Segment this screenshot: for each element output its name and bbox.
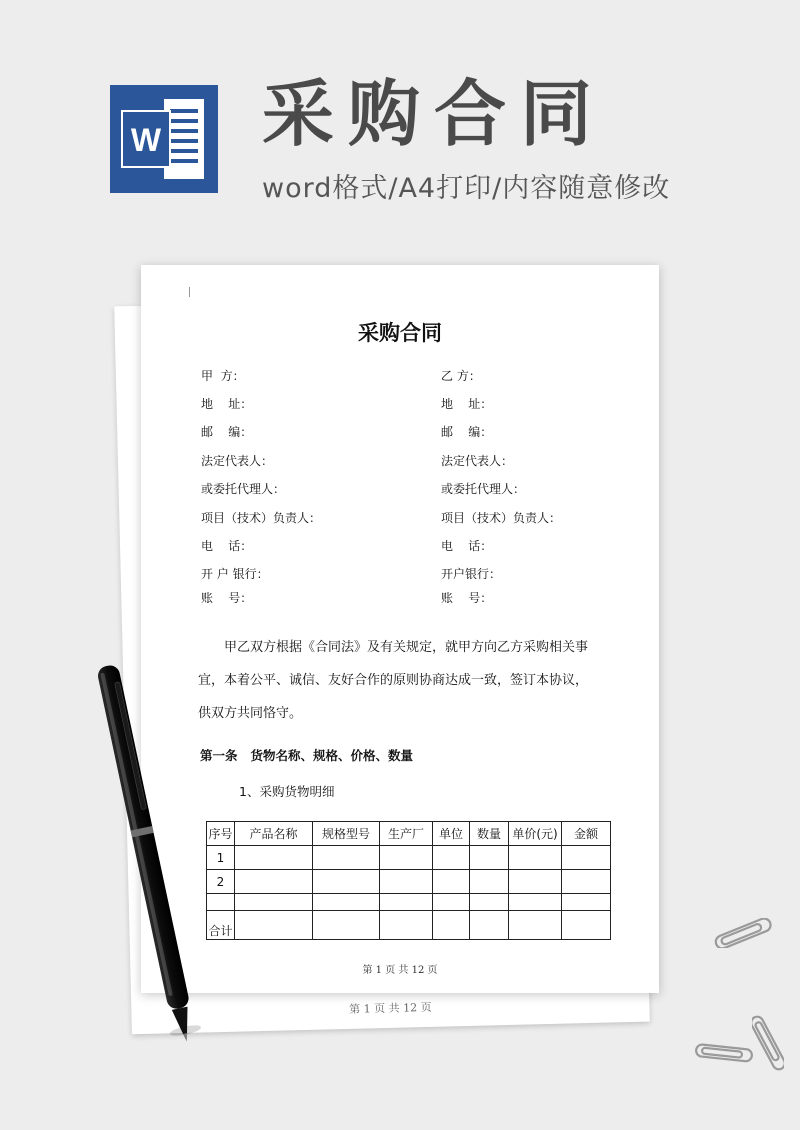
table-cell <box>313 911 380 940</box>
table-cell <box>433 911 470 940</box>
table-cell <box>470 870 509 894</box>
banner-title: 采购合同 <box>262 72 607 156</box>
table-cell <box>235 870 313 894</box>
table-cell <box>509 846 562 870</box>
party-a-label: 电 话： <box>201 539 253 553</box>
table-cell <box>313 846 380 870</box>
party-a-label: 项目（技术）负责人： <box>201 511 322 525</box>
table-header-cell: 规格型号 <box>313 822 380 846</box>
party-b-label: 法定代表人： <box>441 454 514 468</box>
party-b-label: 乙 方： <box>441 369 481 383</box>
table-header-cell: 数量 <box>470 822 509 846</box>
party-b-label: 开户银行： <box>441 567 502 581</box>
svg-text:W: W <box>130 122 162 158</box>
table-cell <box>433 870 470 894</box>
table-cell <box>470 911 509 940</box>
table-cell <box>380 911 433 940</box>
table-cell <box>207 894 235 911</box>
party-b-label: 账 号： <box>441 591 493 605</box>
table-cell <box>433 894 470 911</box>
table-header-cell: 产品名称 <box>235 822 313 846</box>
document-title: 采购合同 <box>358 321 442 345</box>
party-row <box>141 423 659 443</box>
table-row <box>207 911 611 940</box>
table-cell <box>509 911 562 940</box>
paperclip-icon <box>752 1008 784 1078</box>
table-cell <box>313 870 380 894</box>
table-cell <box>509 870 562 894</box>
pen-icon <box>80 650 210 1050</box>
table-header-cell: 单价(元) <box>509 822 562 846</box>
table-cell <box>470 894 509 911</box>
table-cell <box>235 846 313 870</box>
table-cell: 2 <box>207 870 235 894</box>
party-a-label: 或委托代理人： <box>201 482 286 496</box>
goods-table <box>206 821 611 940</box>
table-cell <box>562 911 611 940</box>
paperclip-icon <box>692 1040 758 1066</box>
table-header-cell: 序号 <box>207 822 235 846</box>
party-a-label: 邮 编： <box>201 425 253 439</box>
table-cell <box>509 894 562 911</box>
table-header-cell: 金额 <box>562 822 611 846</box>
party-b-label: 电 话： <box>441 539 493 553</box>
party-a-label: 开 户 银行： <box>201 567 269 581</box>
party-row <box>141 537 659 557</box>
table-cell <box>235 911 313 940</box>
party-a-label: 地 址： <box>201 397 253 411</box>
table-cell: 1 <box>207 846 235 870</box>
party-row <box>141 509 659 529</box>
word-logo-icon <box>110 85 218 193</box>
table-row <box>207 894 611 911</box>
table-header-cell: 单位 <box>433 822 470 846</box>
table-cell <box>380 870 433 894</box>
table-header-row <box>207 822 611 846</box>
table-cell <box>562 894 611 911</box>
party-b-label: 或委托代理人： <box>441 482 526 496</box>
party-a-label: 法定代表人： <box>201 454 274 468</box>
table-cell <box>562 870 611 894</box>
party-row <box>141 565 659 585</box>
table-cell: 合计 <box>207 911 235 940</box>
banner-subtitle: word格式/A4打印/内容随意修改 <box>262 173 671 204</box>
table-cell <box>313 894 380 911</box>
paperclip-icon <box>708 918 778 948</box>
article-heading: 第一条 货物名称、规格、价格、数量 <box>200 748 414 763</box>
paragraph-text: 甲乙双方根据《合同法》及有关规定，就甲方向乙方采购相关事宜，本着公平、诚信、友好合作的原则协商达成一致，签订本协议，供双方共同恪守。 <box>198 640 589 721</box>
back-page-number: 第 1 页 共 12 页 <box>349 1000 432 1016</box>
table-cell <box>470 846 509 870</box>
party-b-label: 邮 编： <box>441 425 493 439</box>
table-cell <box>433 846 470 870</box>
party-a-label: 甲 方： <box>201 369 245 383</box>
section-subheading: 1、采购货物明细 <box>239 784 335 799</box>
party-row <box>141 480 659 500</box>
table-cell <box>380 894 433 911</box>
page-number: 第 1 页 共 12 页 <box>362 965 438 976</box>
corner-mark <box>189 287 190 297</box>
party-row <box>141 452 659 472</box>
intro-paragraph <box>198 631 598 730</box>
table-row <box>207 846 611 870</box>
party-row <box>141 589 659 609</box>
party-b-label: 地 址： <box>441 397 493 411</box>
party-b-label: 项目（技术）负责人： <box>441 511 562 525</box>
table-cell <box>380 846 433 870</box>
table-cell <box>562 846 611 870</box>
table-row <box>207 870 611 894</box>
table-cell <box>235 894 313 911</box>
document-page <box>141 265 659 993</box>
party-row <box>141 367 659 387</box>
table-header-cell: 生产厂 <box>380 822 433 846</box>
party-a-label: 账 号： <box>201 591 253 605</box>
party-row <box>141 395 659 415</box>
